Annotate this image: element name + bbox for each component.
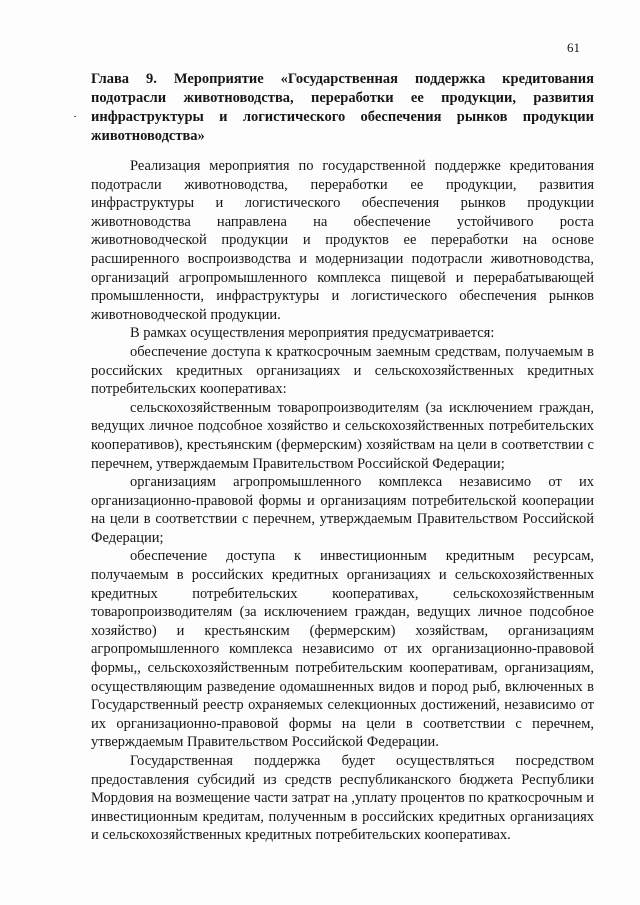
paragraph-provisions: В рамках осуществления мероприятия предусматривается: xyxy=(130,325,495,342)
paragraph-state-support: Государственная поддержка будет осуществляться посредством предоставления субсидий из средств республиканского бюджета Республики Мордовия на возмещение части затрат на ,уплату процентов по краткосрочным и инвестиционным кредитам, полученным в российских кредитных организациях и сельскохозяйственных кредитных потребительских кооперативах. xyxy=(91,753,594,844)
paragraph-producers: сельскохозяйственным товаропроизводителям (за исключением граждан, ведущих личное подсобное хозяйство и сельскохозяйственных потребительских кооперативов), крестьянским (фермерским) хозяйствам на цели в соответствии с перечнем, утверждаемым Правительством Российской Федерации; xyxy=(91,399,594,472)
paragraph-organizations: организациям агропромышленного комплекса независимо от их организационно-правовой формы и организациям потребительской кооперации на цели в соответствии с перечнем, утверждаемым Правительством Российской Федерации; xyxy=(91,474,594,546)
document-body xyxy=(91,157,594,845)
paragraph-investment-access: обеспечение доступа к инвестиционным кредитным ресурсам, получаемым в российских кредитных организациях и сельскохозяйственных кредитных потребительских кооперативах, сельскохозяйственным товаропроизводителям (за исключением граждан, ведущих личное подсобное хозяйство) и крестьянским (фермерским) хозяйствам, организациям агропромышленного комплекса независимо от их организационно-правовой формы,, сельскохозяйственным потребительским кооперативам, организациям, осуществляющим разведение одомашненных видов и пород рыб, включенных в Государственный реестр охраняемых селекционных достижений, независимо от их организационно-правовой формы на цели в соответствии с перечнем, утверждаемым Правительством Российской Федерации. xyxy=(91,548,594,751)
page-number: 61 xyxy=(567,40,580,55)
chapter-heading: Глава 9. Мероприятие «Государственная поддержка кредитования подотрасли животноводства, переработки ее продукции, развития инфраструктуры и логистического обеспечения рынков продукции животноводства» xyxy=(91,71,594,144)
paragraph-intro: Реализация мероприятия по государственной поддержке кредитования подотрасли животноводства, переработки ее продукции, развития инфраструктуры и логистического обеспечения рынков продукции животноводства направлена на обеспечение устойчивого роста животноводческой продукции и продуктов ее переработки на основе расширенного воспроизводства и модернизации подотрасли животноводства, организаций агропромышленного комплекса пищевой и перерабатывающей промышленности, инфраструктуры и логистического обеспечения рынков животноводческой продукции. xyxy=(91,158,594,323)
scan-artifact-mark xyxy=(74,116,76,117)
paragraph-short-term-access: обеспечение доступа к краткосрочным заемным средствам, получаемым в российских кредитных организациях и сельскохозяйственных кредитных потребительских кооперативах: xyxy=(91,343,594,398)
